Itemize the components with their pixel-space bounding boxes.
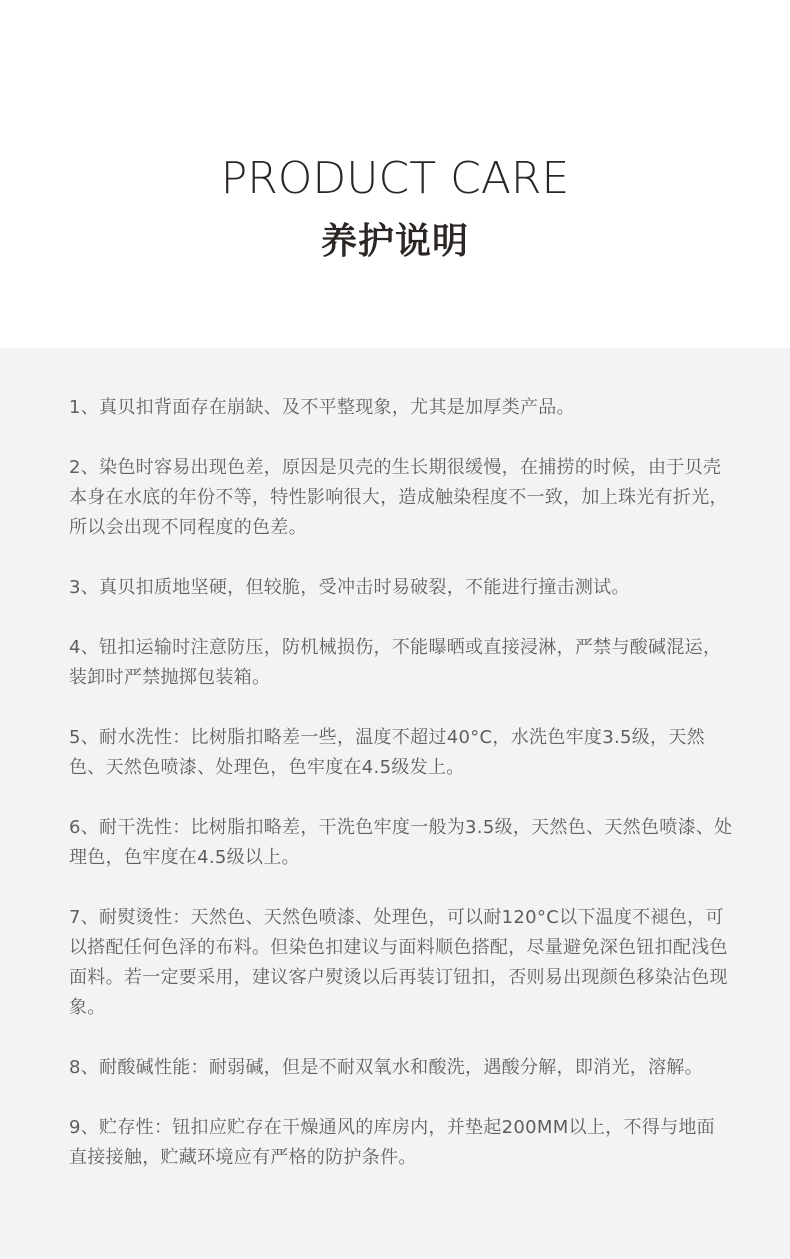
care-item-9: 9、贮存性：钮扣应贮存在干燥通风的库房内，并垫起200MM以上，不得与地面直接接触，贮藏环境应有严格的防护条件。 bbox=[69, 1117, 715, 1168]
page-title-chinese: 养护说明 bbox=[320, 221, 469, 262]
care-instructions-panel bbox=[0, 348, 790, 1259]
care-item-3: 3、真贝扣质地坚硬，但较脆，受冲击时易破裂，不能进行撞击测试。 bbox=[69, 577, 630, 598]
care-item-5: 5、耐水洗性：比树脂扣略差一些，温度不超过40°C，水洗色牢度3.5级，天然色、天然色喷漆、处理色，色牢度在4.5级发上。 bbox=[69, 727, 705, 778]
care-item-2: 2、染色时容易出现色差，原因是贝壳的生长期很缓慢，在捕捞的时候，由于贝壳本身在水底的年份不等，特性影响很大，造成触染程度不一致，加上珠光有折光，所以会出现不同程度的色差。 bbox=[69, 457, 728, 538]
care-item-1: 1、真贝扣背面存在崩缺、及不平整现象，尤其是加厚类产品。 bbox=[69, 397, 575, 418]
care-item-6: 6、耐干洗性：比树脂扣略差，干洗色牢度一般为3.5级，天然色、天然色喷漆、处理色，色牢度在4.5级以上。 bbox=[69, 817, 733, 868]
care-item-7: 7、耐熨烫性：天然色、天然色喷漆、处理色，可以耐120°C以下温度不褪色，可以搭配任何色泽的布料。但染色扣建议与面料顺色搭配，尽量避免深色钮扣配浅色面料。若一定要采用，建议客户熨烫以后再装订钮扣，否则易出现颜色移染沾色现象。 bbox=[69, 907, 728, 1018]
page-header bbox=[0, 0, 790, 348]
care-instructions-list bbox=[69, 393, 733, 1203]
page-title-english: PRODUCT CARE bbox=[220, 153, 570, 204]
care-item-4: 4、钮扣运输时注意防压，防机械损伤，不能曝晒或直接浸淋，严禁与酸碱混运，装卸时严禁抛掷包装箱。 bbox=[69, 637, 722, 688]
care-item-8: 8、耐酸碱性能：耐弱碱，但是不耐双氧水和酸洗，遇酸分解，即消光，溶解。 bbox=[69, 1057, 703, 1078]
